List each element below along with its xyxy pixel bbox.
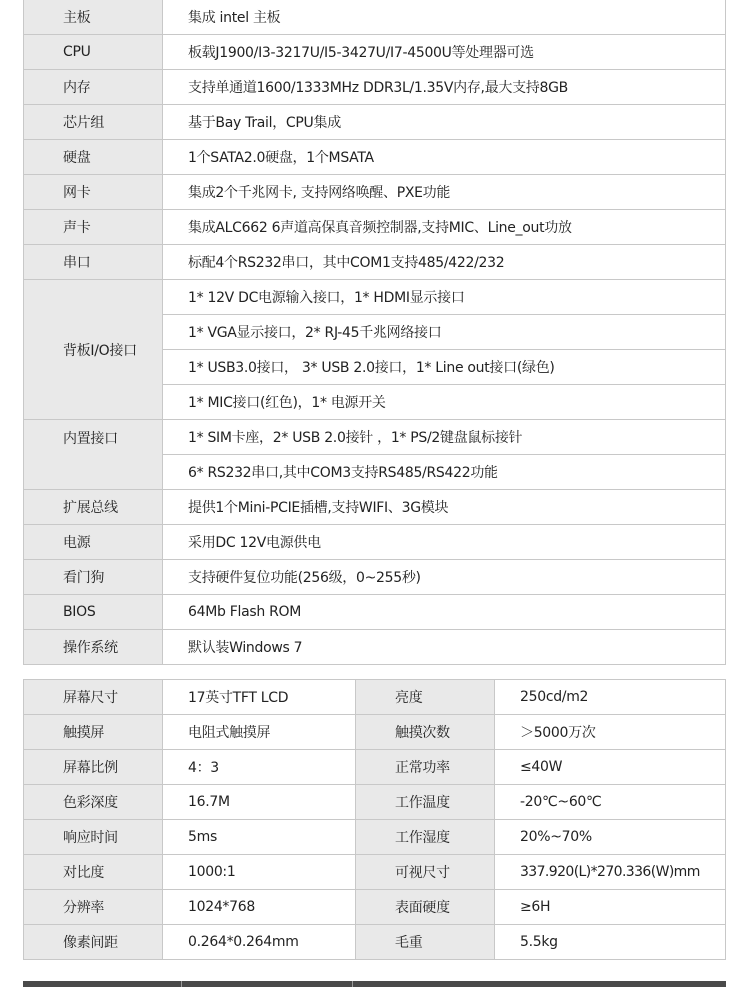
table-row bbox=[24, 70, 726, 105]
table-row bbox=[24, 785, 726, 820]
spec-label: 硬盘 bbox=[24, 140, 163, 175]
spec-value: 集成ALC662 6声道高保真音频控制器,支持MIC、Line_out功放 bbox=[163, 210, 726, 245]
spec-label-backpanel: 背板I/O接口 bbox=[24, 280, 163, 420]
spec-label: 看门狗 bbox=[24, 560, 163, 595]
screen-value: 337.920(L)*270.336(W)mm bbox=[495, 855, 726, 890]
screen-label: 像素间距 bbox=[24, 925, 163, 960]
spec-label: 声卡 bbox=[24, 210, 163, 245]
spec-value: 1* 12V DC电源输入接口，1* HDMI显示接口 bbox=[163, 280, 726, 315]
screen-label: 毛重 bbox=[356, 925, 495, 960]
spec-label: CPU bbox=[24, 35, 163, 70]
table-row bbox=[24, 890, 726, 925]
next-table-header-strip bbox=[23, 981, 726, 987]
screen-label: 亮度 bbox=[356, 680, 495, 715]
spec-label: 芯片组 bbox=[24, 105, 163, 140]
spec-value: 默认装Windows 7 bbox=[163, 630, 726, 665]
table-row bbox=[24, 35, 726, 70]
spec-label: 操作系统 bbox=[24, 630, 163, 665]
table-row bbox=[24, 490, 726, 525]
spec-label: 电源 bbox=[24, 525, 163, 560]
spec-label: 扩展总线 bbox=[24, 490, 163, 525]
screen-value: 1024*768 bbox=[163, 890, 356, 925]
table-row bbox=[24, 420, 726, 455]
table-row bbox=[24, 105, 726, 140]
screen-spec-table bbox=[23, 679, 726, 960]
spec-value: 基于Bay Trail，CPU集成 bbox=[163, 105, 726, 140]
spec-value: 64Mb Flash ROM bbox=[163, 595, 726, 630]
table-row bbox=[24, 820, 726, 855]
screen-value: ≥6H bbox=[495, 890, 726, 925]
table-row bbox=[24, 560, 726, 595]
table-row bbox=[24, 925, 726, 960]
screen-label: 响应时间 bbox=[24, 820, 163, 855]
spec-label: 网卡 bbox=[24, 175, 163, 210]
spec-label: 内存 bbox=[24, 70, 163, 105]
screen-value: 5ms bbox=[163, 820, 356, 855]
spec-value: 1个SATA2.0硬盘，1个MSATA bbox=[163, 140, 726, 175]
table-row bbox=[24, 280, 726, 315]
spec-value: 1* MIC接口(红色)，1* 电源开关 bbox=[163, 385, 726, 420]
spec-value: 板载J1900/I3-3217U/I5-3427U/I7-4500U等处理器可选 bbox=[163, 35, 726, 70]
screen-value: 1000:1 bbox=[163, 855, 356, 890]
screen-label: 触摸屏 bbox=[24, 715, 163, 750]
screen-value: 0.264*0.264mm bbox=[163, 925, 356, 960]
table-row bbox=[24, 855, 726, 890]
spec-label-internal: 内置接口 bbox=[24, 420, 163, 490]
screen-label: 对比度 bbox=[24, 855, 163, 890]
screen-value: 250cd/m2 bbox=[495, 680, 726, 715]
screen-table-body bbox=[24, 680, 726, 960]
table-row bbox=[24, 0, 726, 35]
screen-label: 表面硬度 bbox=[356, 890, 495, 925]
screen-label: 屏幕尺寸 bbox=[24, 680, 163, 715]
screen-label: 触摸次数 bbox=[356, 715, 495, 750]
spec-label: 主板 bbox=[24, 0, 163, 35]
table-row bbox=[24, 595, 726, 630]
spec-value: 集成2个千兆网卡, 支持网络唤醒、PXE功能 bbox=[163, 175, 726, 210]
spec-label: BIOS bbox=[24, 595, 163, 630]
table-row bbox=[24, 750, 726, 785]
table-row bbox=[24, 715, 726, 750]
column-divider bbox=[352, 981, 353, 987]
screen-value: ＞5000万次 bbox=[495, 715, 726, 750]
screen-label: 工作温度 bbox=[356, 785, 495, 820]
spec-label: 串口 bbox=[24, 245, 163, 280]
spec-value: 1* USB3.0接口， 3* USB 2.0接口，1* Line out接口(绿色) bbox=[163, 350, 726, 385]
table-row bbox=[24, 210, 726, 245]
screen-label: 可视尺寸 bbox=[356, 855, 495, 890]
screen-value: 20%~70% bbox=[495, 820, 726, 855]
table-row bbox=[24, 245, 726, 280]
screen-value: 电阻式触摸屏 bbox=[163, 715, 356, 750]
spec-value: 1* VGA显示接口，2* RJ-45千兆网络接口 bbox=[163, 315, 726, 350]
spec-value: 6* RS232串口,其中COM3支持RS485/RS422功能 bbox=[163, 455, 726, 490]
screen-value: -20℃~60℃ bbox=[495, 785, 726, 820]
screen-value: ≤40W bbox=[495, 750, 726, 785]
table-row bbox=[24, 140, 726, 175]
spec-value: 集成 intel 主板 bbox=[163, 0, 726, 35]
spec-value: 标配4个RS232串口，其中COM1支持485/422/232 bbox=[163, 245, 726, 280]
spec-value: 支持硬件复位功能(256级，0~255秒) bbox=[163, 560, 726, 595]
screen-label: 正常功率 bbox=[356, 750, 495, 785]
column-divider bbox=[181, 981, 182, 987]
spec-value: 1* SIM卡座，2* USB 2.0接针 ，1* PS/2键盘鼠标接针 bbox=[163, 420, 726, 455]
spec-table-body bbox=[24, 0, 726, 665]
screen-label: 工作湿度 bbox=[356, 820, 495, 855]
screen-value: 5.5kg bbox=[495, 925, 726, 960]
screen-label: 屏幕比例 bbox=[24, 750, 163, 785]
screen-value: 4：3 bbox=[163, 750, 356, 785]
table-row bbox=[24, 175, 726, 210]
spec-value: 采用DC 12V电源供电 bbox=[163, 525, 726, 560]
screen-value: 16.7M bbox=[163, 785, 356, 820]
screen-label: 分辨率 bbox=[24, 890, 163, 925]
table-row bbox=[24, 525, 726, 560]
screen-label: 色彩深度 bbox=[24, 785, 163, 820]
spec-table bbox=[23, 0, 726, 665]
screen-value: 17英寸TFT LCD bbox=[163, 680, 356, 715]
spec-value: 提供1个Mini-PCIE插槽,支持WIFI、3G模块 bbox=[163, 490, 726, 525]
table-row bbox=[24, 630, 726, 665]
spec-value: 支持单通道1600/1333MHz DDR3L/1.35V内存,最大支持8GB bbox=[163, 70, 726, 105]
table-row bbox=[24, 680, 726, 715]
